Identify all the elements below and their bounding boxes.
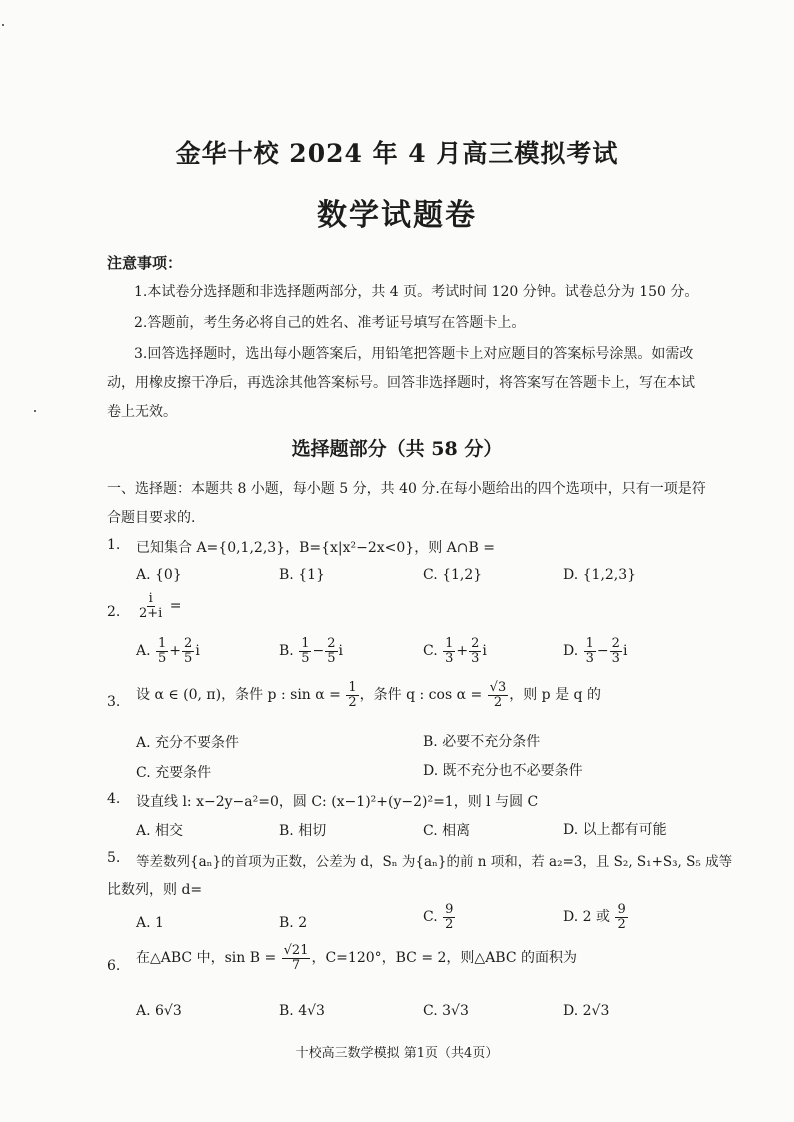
- option-d: D. {1,2,3}: [563, 567, 637, 583]
- option-a: A. 1: [136, 915, 164, 931]
- page-footer: 十校高三数学模拟 第1页（共4页）: [295, 1046, 499, 1061]
- option-c: C. 充要条件: [136, 765, 212, 781]
- option-d: D. 既不充分也不必要条件: [423, 763, 583, 779]
- option-d: D. 2 或 $\frac{9}{2}$: [563, 902, 626, 932]
- notice-item: 2.答题前，考生务必将自己的姓名、准考证号填写在答题卡上。: [134, 315, 526, 331]
- question-number: 4.: [107, 791, 121, 807]
- notice-item: 动，用橡皮擦干净后，再选涂其他答案标号。回答非选择题时，将答案写在答题卡上，写在本试: [107, 375, 695, 391]
- question-number: 6.: [107, 958, 121, 974]
- fraction: $\frac{i}{2+i}$: [139, 591, 163, 621]
- option-b: B. 相切: [279, 823, 327, 839]
- exam-title: 金华十校 2024 年 4 月高三模拟考试: [175, 139, 619, 168]
- question-number: 2.: [107, 604, 121, 620]
- scan-speck: [34, 410, 36, 412]
- option-b: B. 必要不充分条件: [423, 734, 541, 750]
- option-d: D. $\frac{1}{3}$ − $\frac{2}{3}$ i: [563, 636, 628, 666]
- question-text: 设直线 l: x−2y−a²=0，圆 C: (x−1)²+(y−2)²=1，则 l 与圆 C: [136, 794, 539, 810]
- option-a: A. {0}: [136, 567, 182, 583]
- notice-item: 卷上无效。: [107, 404, 177, 420]
- option-a: A. $\frac{1}{5}$ + $\frac{2}{5}$ i: [136, 636, 200, 666]
- question-text: 已知集合 A={0,1,2,3}，B={x|x²−2x<0}，则 A∩B =: [136, 540, 495, 556]
- notice-heading: 注意事项：: [107, 254, 183, 272]
- section-intro: 合题目要求的.: [107, 510, 196, 526]
- option-b: B. $\frac{1}{5}$ − $\frac{2}{5}$ i: [279, 636, 343, 666]
- question-number: 5.: [107, 850, 121, 866]
- scan-speck: [2, 24, 4, 26]
- notice-item: 1.本试卷分选择题和非选择题两部分，共 4 页。考试时间 120 分钟。试卷总分为 150 分。: [134, 284, 699, 300]
- option-d: D. 2√3: [563, 1003, 610, 1019]
- option-c: C. {1,2}: [423, 567, 483, 583]
- option-c: C. 3√3: [423, 1003, 469, 1019]
- option-c: C. 相离: [423, 823, 471, 839]
- option-b: B. 4√3: [279, 1003, 325, 1019]
- question-text: 在△ABC 中，sin B = $\frac{√21}{7}$ ，C=120°，BC = 2，则△ABC 的面积为: [136, 943, 578, 973]
- option-c: C. $\frac{1}{3}$ + $\frac{2}{3}$ i: [423, 636, 487, 666]
- question-number: 1.: [107, 537, 121, 553]
- question-text: $\frac{i}{2+i}$ =: [139, 591, 182, 621]
- question-text: 设 α ∈ (0, π)，条件 p : sin α = $\frac{1}{2}$ ，条件 q : cos α = $\frac{√3}{2}$ ，则 p 是 q 的: [136, 680, 601, 710]
- notice-item: 3.回答选择题时，选出每小题答案后，用铅笔把答题卡上对应题目的答案标号涂黑。如需改: [134, 346, 694, 362]
- option-a: A. 充分不要条件: [136, 735, 240, 751]
- option-b: B. 2: [279, 915, 308, 931]
- section-intro: 一、选择题：本题共 8 小题，每小题 5 分，共 40 分.在每小题给出的四个选项中，只有一项是符: [107, 481, 706, 497]
- exam-subtitle: 数学试题卷: [317, 198, 477, 233]
- option-a: A. 6√3: [136, 1003, 182, 1019]
- option-a: A. 相交: [136, 823, 184, 839]
- section-title: 选择题部分（共 58 分）: [291, 438, 503, 460]
- question-text: 等差数列{aₙ}的首项为正数，公差为 d，Sₙ 为{aₙ}的前 n 项和，若 a₂=3，且 S₂, S₁+S₃, S₅ 成等: [136, 854, 733, 870]
- question-text: 比数列，则 d=: [107, 882, 203, 898]
- option-b: B. {1}: [279, 567, 325, 583]
- option-c: C. $\frac{9}{2}$: [423, 902, 454, 932]
- option-d: D. 以上都有可能: [563, 822, 667, 838]
- question-number: 3.: [107, 694, 121, 710]
